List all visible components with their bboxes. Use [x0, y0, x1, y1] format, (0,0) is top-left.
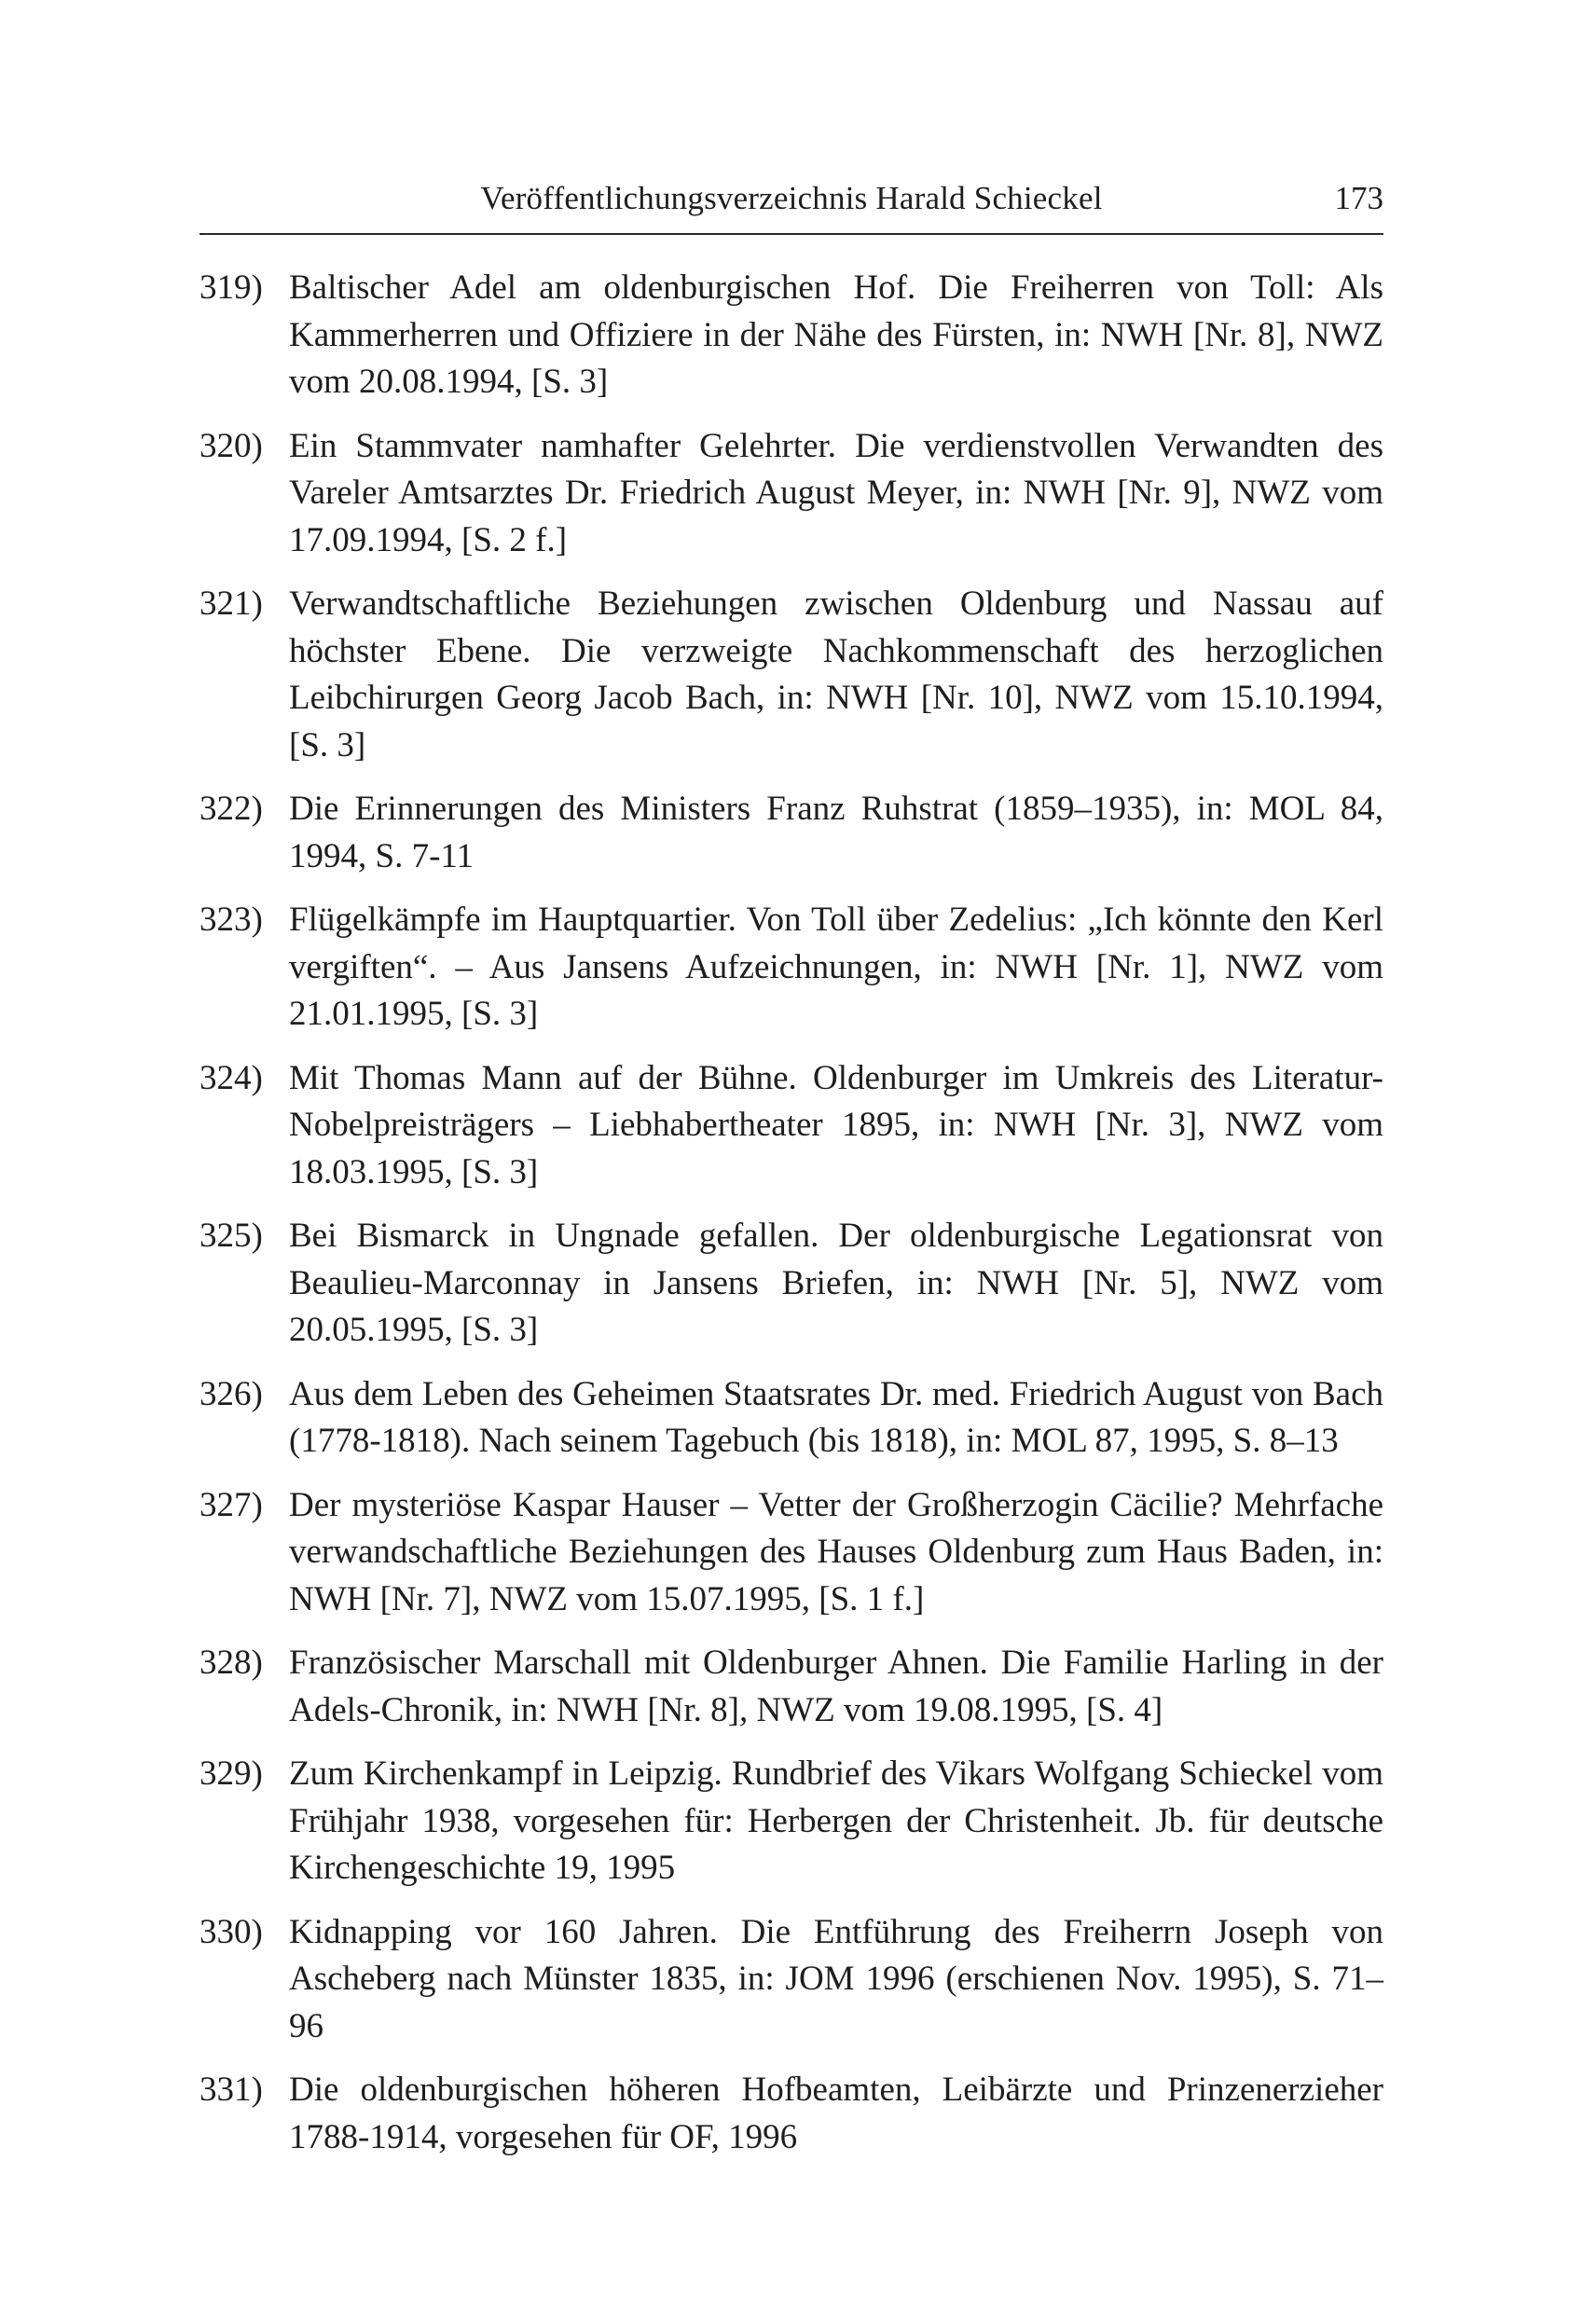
entry-text: Bei Bismarck in Ungnade gefallen. Der oldenburgische Legationsrat von Beaulieu-Marconnay in Jansens Briefen, in: NWH [Nr. 5], NWZ vom 20.05.1995, [S. 3] — [289, 1217, 1383, 1349]
bibliography-entry — [200, 265, 1383, 406]
entry-text: Baltischer Adel am oldenburgischen Hof. Die Freiherren von Toll: Als Kammerherren und Offiziere in der Nähe des Fürsten, in: NWH [Nr. 8], NWZ vom 20.08.1994, [S. 3] — [289, 268, 1383, 401]
running-header-title: Veröffentlichungsverzeichnis Harald Schieckel — [480, 180, 1103, 216]
entry-text: Zum Kirchenkampf in Leipzig. Rundbrief des Vikars Wolfgang Schieckel vom Frühjahr 1938, vorgesehen für: Herbergen der Christenheit. Jb. für deutsche Kirchengeschichte 19, 1995 — [289, 1755, 1383, 1887]
entry-number: 328) — [200, 1644, 263, 1682]
entry-text: Die oldenburgischen höheren Hofbeamten, Leibärzte und Prinzenerzieher 1788-1914, vorgesehen für OF, 1996 — [289, 2071, 1383, 2156]
entry-number: 324) — [200, 1058, 263, 1097]
entry-text: Mit Thomas Mann auf der Bühne. Oldenburger im Umkreis des Literatur-Nobelpreisträgers – Liebhabertheater 1895, in: NWH [Nr. 3], NWZ vom 18.03.1995, [S. 3] — [289, 1058, 1383, 1191]
bibliography-entry — [200, 786, 1383, 880]
bibliography-entry — [200, 1751, 1383, 1892]
running-header — [200, 175, 1383, 222]
bibliography-entry — [200, 1371, 1383, 1466]
entry-text: Kidnapping vor 160 Jahren. Die Entführung des Freiherrn Joseph von Ascheberg nach Münster 1835, in: JOM 1996 (erschienen Nov. 1995), S. 71–96 — [289, 1912, 1383, 2045]
entry-number: 321) — [200, 585, 263, 623]
bibliography-entry — [200, 423, 1383, 565]
bibliography-entry — [200, 2067, 1383, 2161]
entry-number: 322) — [200, 790, 263, 828]
entry-text: Französischer Marschall mit Oldenburger Ahnen. Die Familie Harling in der Adels-Chronik, in: NWH [Nr. 8], NWZ vom 19.08.1995, [S. 4] — [289, 1644, 1383, 1729]
entry-number: 320) — [200, 426, 263, 465]
bibliography-entry — [200, 1640, 1383, 1734]
entry-text: Flügelkämpfe im Hauptquartier. Von Toll über Zedelius: „Ich könnte den Kerl vergiften“. – Aus Jansens Aufzeichnungen, in: NWH [Nr. 1], NWZ vom 21.01.1995, [S. 3] — [289, 901, 1383, 1033]
entry-number: 329) — [200, 1755, 263, 1793]
entry-number: 319) — [200, 268, 263, 307]
entry-text: Der mysteriöse Kaspar Hauser – Vetter der Großherzogin Cäcilie? Mehrfache verwandschaftliche Beziehungen des Hauses Oldenburg zum Haus Baden, in: NWH [Nr. 7], NWZ vom 15.07.1995, [S. 1 f.] — [289, 1485, 1383, 1618]
entry-number: 330) — [200, 1912, 263, 1951]
entry-text: Die Erinnerungen des Ministers Franz Ruhstrat (1859–1935), in: MOL 84, 1994, S. 7-11 — [289, 790, 1383, 875]
entry-number: 331) — [200, 2071, 263, 2109]
entry-number: 323) — [200, 901, 263, 939]
entry-text: Verwandtschaftliche Beziehungen zwischen Oldenburg und Nassau auf höchster Ebene. Die verzweigte Nachkommenschaft des herzoglichen Leibchirurgen Georg Jacob Bach, in: NWH [Nr. 10], NWZ vom 15.10.1994, [S. 3] — [289, 585, 1383, 764]
bibliography-entry — [200, 1909, 1383, 2051]
entry-number: 326) — [200, 1374, 263, 1413]
entry-text: Aus dem Leben des Geheimen Staatsrates Dr. med. Friedrich August von Bach (1778-1818). Nach seinem Tagebuch (bis 1818), in: MOL 87, 1995, S. 8–13 — [289, 1374, 1383, 1460]
bibliography-entry — [200, 1055, 1383, 1197]
bibliography-entry — [200, 1213, 1383, 1355]
bibliography-entry — [200, 581, 1383, 769]
entry-number: 325) — [200, 1217, 263, 1255]
entry-text: Ein Stammvater namhafter Gelehrter. Die verdienstvollen Verwandten des Vareler Amtsarztes Dr. Friedrich August Meyer, in: NWH [Nr. 9], NWZ vom 17.09.1994, [S. 2 f.] — [289, 426, 1383, 559]
bibliography-entry — [200, 897, 1383, 1039]
header-rule — [200, 233, 1383, 235]
page-number: 173 — [1334, 180, 1383, 216]
bibliography-entry — [200, 1482, 1383, 1624]
bibliography-list — [200, 265, 1383, 2178]
entry-number: 327) — [200, 1485, 263, 1524]
